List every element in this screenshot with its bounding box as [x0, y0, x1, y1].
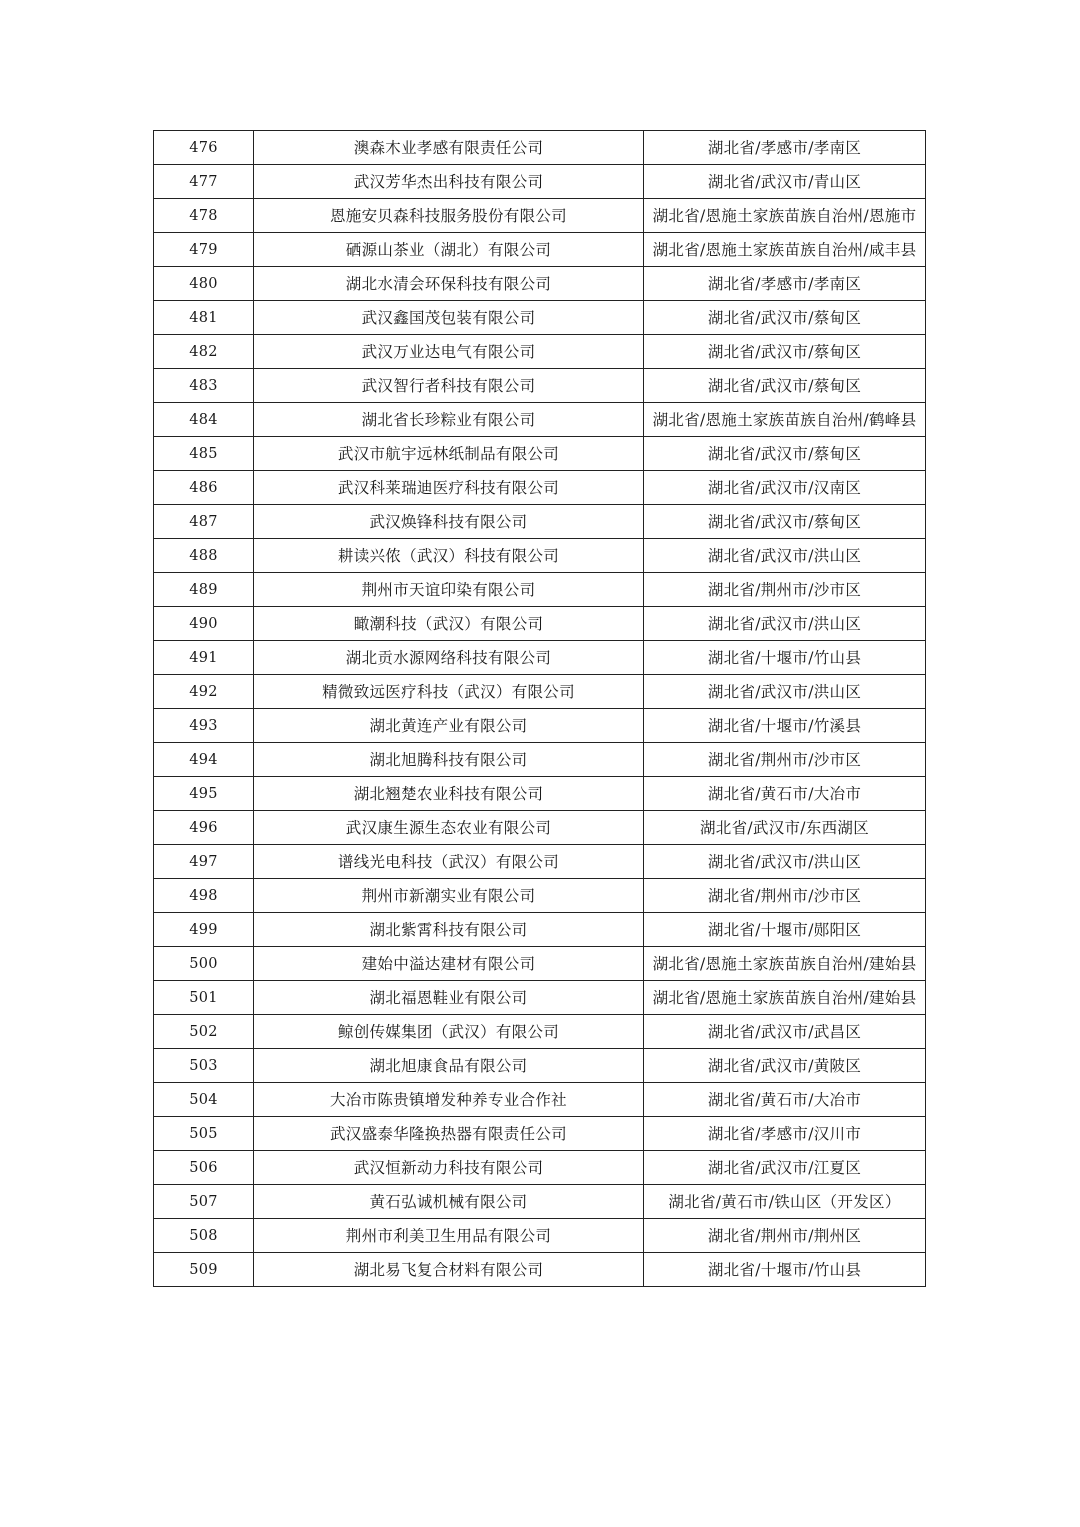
company-name: 荆州市利美卫生用品有限公司	[254, 1219, 644, 1253]
row-number: 492	[154, 675, 254, 709]
table-body	[154, 131, 926, 1287]
row-number: 507	[154, 1185, 254, 1219]
company-name: 湖北水清会环保科技有限公司	[254, 267, 644, 301]
company-list-table	[153, 130, 926, 1287]
row-number: 499	[154, 913, 254, 947]
company-region: 湖北省/武汉市/洪山区	[644, 845, 926, 879]
row-number: 505	[154, 1117, 254, 1151]
table-row	[154, 607, 926, 641]
company-region: 湖北省/恩施土家族苗族自治州/鹤峰县	[644, 403, 926, 437]
row-number: 484	[154, 403, 254, 437]
row-number: 482	[154, 335, 254, 369]
company-region: 湖北省/十堰市/竹山县	[644, 641, 926, 675]
company-region: 湖北省/黄石市/大冶市	[644, 777, 926, 811]
row-number: 487	[154, 505, 254, 539]
company-region: 湖北省/荆州市/沙市区	[644, 573, 926, 607]
company-region: 湖北省/武汉市/蔡甸区	[644, 335, 926, 369]
company-name: 武汉科莱瑞迪医疗科技有限公司	[254, 471, 644, 505]
company-name: 荆州市新潮实业有限公司	[254, 879, 644, 913]
table-row	[154, 947, 926, 981]
row-number: 488	[154, 539, 254, 573]
company-name: 武汉盛泰华隆换热器有限责任公司	[254, 1117, 644, 1151]
row-number: 497	[154, 845, 254, 879]
table-row	[154, 471, 926, 505]
table-row	[154, 301, 926, 335]
row-number: 498	[154, 879, 254, 913]
row-number: 509	[154, 1253, 254, 1287]
row-number: 493	[154, 709, 254, 743]
table-row	[154, 1015, 926, 1049]
company-name: 湖北易飞复合材料有限公司	[254, 1253, 644, 1287]
table-row	[154, 641, 926, 675]
company-region: 湖北省/荆州市/沙市区	[644, 879, 926, 913]
company-region: 湖北省/武汉市/青山区	[644, 165, 926, 199]
company-region: 湖北省/黄石市/铁山区（开发区）	[644, 1185, 926, 1219]
company-region: 湖北省/武汉市/武昌区	[644, 1015, 926, 1049]
company-name: 武汉智行者科技有限公司	[254, 369, 644, 403]
company-region: 湖北省/武汉市/蔡甸区	[644, 437, 926, 471]
table-row	[154, 199, 926, 233]
company-name: 武汉恒新动力科技有限公司	[254, 1151, 644, 1185]
table-row	[154, 131, 926, 165]
row-number: 476	[154, 131, 254, 165]
company-name: 武汉万业达电气有限公司	[254, 335, 644, 369]
company-name: 瞰潮科技（武汉）有限公司	[254, 607, 644, 641]
company-name: 恩施安贝森科技服务股份有限公司	[254, 199, 644, 233]
row-number: 495	[154, 777, 254, 811]
company-region: 湖北省/武汉市/黄陂区	[644, 1049, 926, 1083]
company-region: 湖北省/十堰市/郧阳区	[644, 913, 926, 947]
table-row	[154, 709, 926, 743]
table-row	[154, 743, 926, 777]
row-number: 477	[154, 165, 254, 199]
company-name: 黄石弘诚机械有限公司	[254, 1185, 644, 1219]
company-region: 湖北省/十堰市/竹山县	[644, 1253, 926, 1287]
company-region: 湖北省/武汉市/江夏区	[644, 1151, 926, 1185]
table-row	[154, 913, 926, 947]
company-name: 耕读兴侬（武汉）科技有限公司	[254, 539, 644, 573]
company-region: 湖北省/恩施土家族苗族自治州/建始县	[644, 947, 926, 981]
table-row	[154, 1151, 926, 1185]
row-number: 502	[154, 1015, 254, 1049]
table-row	[154, 505, 926, 539]
company-region: 湖北省/荆州市/沙市区	[644, 743, 926, 777]
company-region: 湖北省/武汉市/汉南区	[644, 471, 926, 505]
company-name: 谱线光电科技（武汉）有限公司	[254, 845, 644, 879]
company-region: 湖北省/恩施土家族苗族自治州/建始县	[644, 981, 926, 1015]
company-name: 湖北旭腾科技有限公司	[254, 743, 644, 777]
table-row	[154, 539, 926, 573]
table-row	[154, 845, 926, 879]
row-number: 500	[154, 947, 254, 981]
table-row	[154, 1049, 926, 1083]
table-row	[154, 573, 926, 607]
row-number: 485	[154, 437, 254, 471]
row-number: 481	[154, 301, 254, 335]
company-region: 湖北省/孝感市/孝南区	[644, 131, 926, 165]
row-number: 478	[154, 199, 254, 233]
company-name: 鲸创传媒集团（武汉）有限公司	[254, 1015, 644, 1049]
row-number: 486	[154, 471, 254, 505]
company-name: 澳森木业孝感有限责任公司	[254, 131, 644, 165]
row-number: 504	[154, 1083, 254, 1117]
table-row	[154, 1253, 926, 1287]
company-name: 湖北翘楚农业科技有限公司	[254, 777, 644, 811]
company-name: 武汉鑫国茂包装有限公司	[254, 301, 644, 335]
row-number: 496	[154, 811, 254, 845]
company-region: 湖北省/武汉市/洪山区	[644, 607, 926, 641]
row-number: 491	[154, 641, 254, 675]
company-region: 湖北省/孝感市/汉川市	[644, 1117, 926, 1151]
company-name: 武汉焕锋科技有限公司	[254, 505, 644, 539]
table-row	[154, 403, 926, 437]
company-region: 湖北省/武汉市/蔡甸区	[644, 505, 926, 539]
table-row	[154, 811, 926, 845]
company-region: 湖北省/武汉市/洪山区	[644, 539, 926, 573]
row-number: 483	[154, 369, 254, 403]
company-region: 湖北省/武汉市/蔡甸区	[644, 369, 926, 403]
company-region: 湖北省/孝感市/孝南区	[644, 267, 926, 301]
row-number: 508	[154, 1219, 254, 1253]
table-row	[154, 777, 926, 811]
table-row	[154, 233, 926, 267]
company-name: 武汉康生源生态农业有限公司	[254, 811, 644, 845]
company-region: 湖北省/恩施土家族苗族自治州/恩施市	[644, 199, 926, 233]
table-row	[154, 1117, 926, 1151]
company-region: 湖北省/荆州市/荆州区	[644, 1219, 926, 1253]
company-name: 湖北贡水源网络科技有限公司	[254, 641, 644, 675]
table-row	[154, 437, 926, 471]
row-number: 494	[154, 743, 254, 777]
company-name: 湖北黄连产业有限公司	[254, 709, 644, 743]
company-name: 硒源山茶业（湖北）有限公司	[254, 233, 644, 267]
company-name: 武汉芳华杰出科技有限公司	[254, 165, 644, 199]
company-name: 建始中溢达建材有限公司	[254, 947, 644, 981]
company-name: 荆州市天谊印染有限公司	[254, 573, 644, 607]
company-name: 武汉市航宇远林纸制品有限公司	[254, 437, 644, 471]
company-region: 湖北省/武汉市/东西湖区	[644, 811, 926, 845]
table-row	[154, 1219, 926, 1253]
table-row	[154, 335, 926, 369]
row-number: 503	[154, 1049, 254, 1083]
table-row	[154, 675, 926, 709]
row-number: 489	[154, 573, 254, 607]
company-region: 湖北省/武汉市/蔡甸区	[644, 301, 926, 335]
company-region: 湖北省/十堰市/竹溪县	[644, 709, 926, 743]
table-row	[154, 1083, 926, 1117]
company-name: 精微致远医疗科技（武汉）有限公司	[254, 675, 644, 709]
table-row	[154, 369, 926, 403]
company-name: 湖北福恩鞋业有限公司	[254, 981, 644, 1015]
company-name: 大冶市陈贵镇增发种养专业合作社	[254, 1083, 644, 1117]
table-row	[154, 981, 926, 1015]
table-row	[154, 879, 926, 913]
company-region: 湖北省/黄石市/大冶市	[644, 1083, 926, 1117]
company-region: 湖北省/武汉市/洪山区	[644, 675, 926, 709]
row-number: 480	[154, 267, 254, 301]
table-row	[154, 267, 926, 301]
table-row	[154, 1185, 926, 1219]
row-number: 506	[154, 1151, 254, 1185]
row-number: 479	[154, 233, 254, 267]
table-row	[154, 165, 926, 199]
row-number: 501	[154, 981, 254, 1015]
company-name: 湖北省长珍粽业有限公司	[254, 403, 644, 437]
company-name: 湖北紫霄科技有限公司	[254, 913, 644, 947]
company-name: 湖北旭康食品有限公司	[254, 1049, 644, 1083]
company-region: 湖北省/恩施土家族苗族自治州/咸丰县	[644, 233, 926, 267]
row-number: 490	[154, 607, 254, 641]
